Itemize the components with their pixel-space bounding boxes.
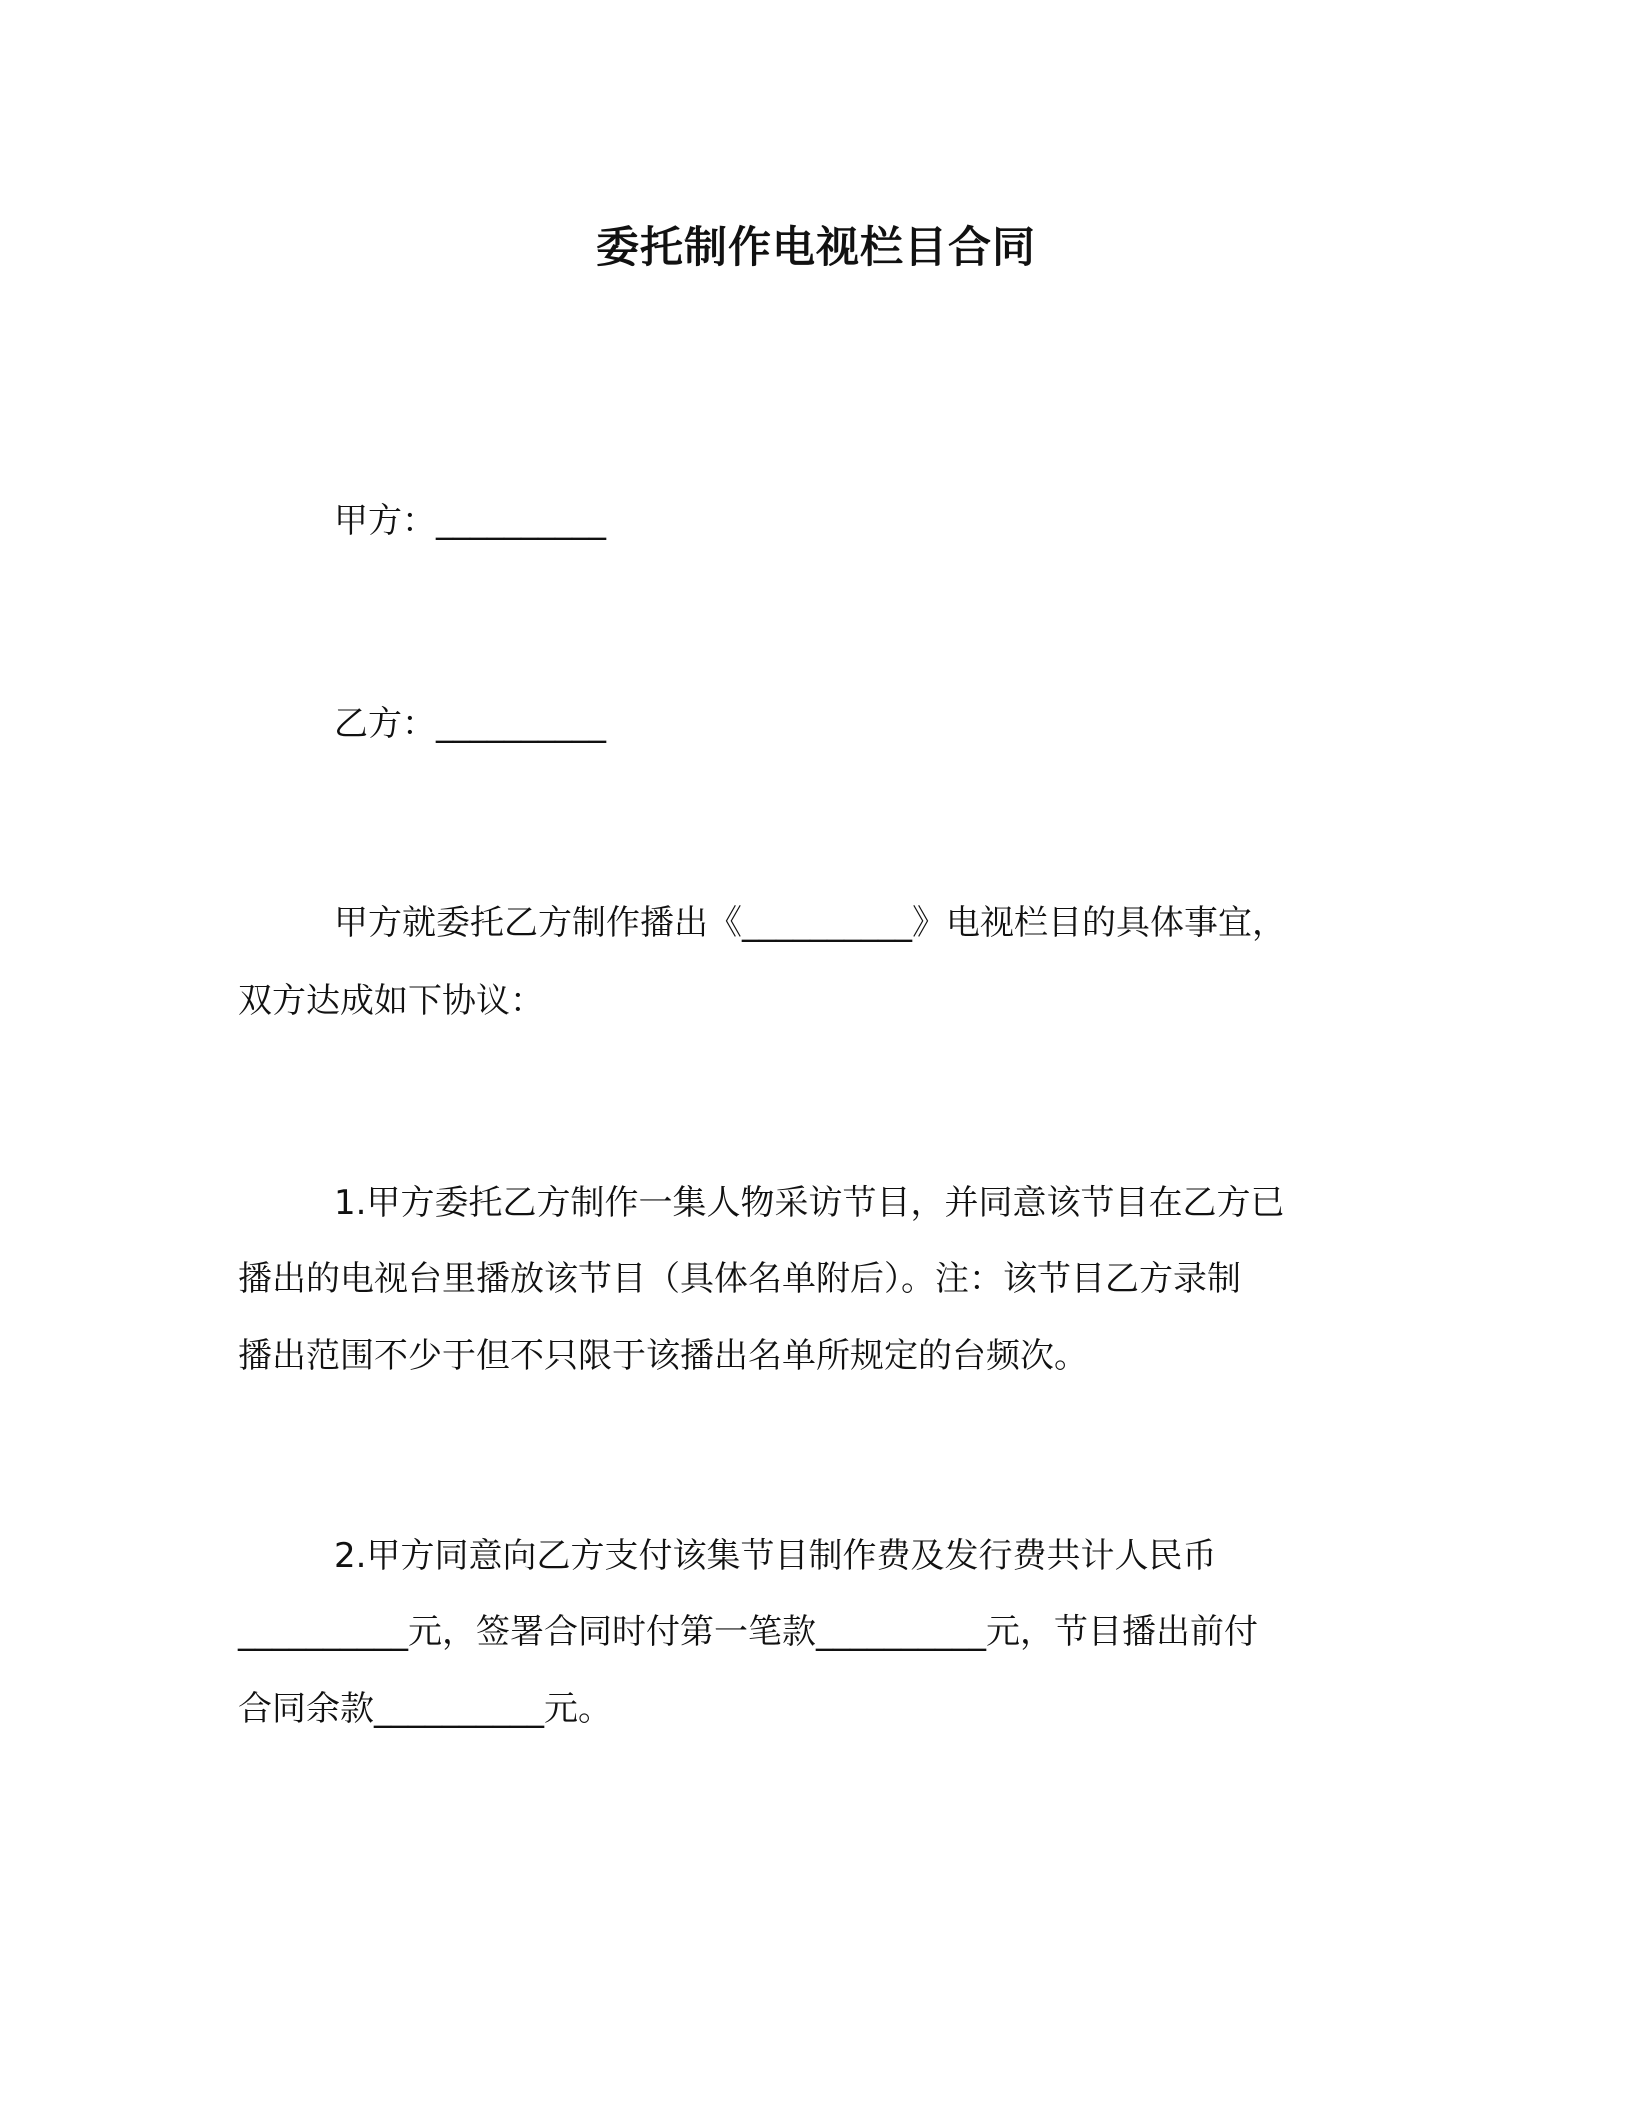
preamble-line-2: 双方达成如下协议： bbox=[238, 981, 544, 1021]
clause-2-line-2: __________元，签署合同时付第一笔款__________元，节目播出前付 bbox=[238, 1612, 1258, 1652]
party-b-line: 乙方：__________ bbox=[334, 704, 606, 744]
clause-1-line-1: 1.甲方委托乙方制作一集人物采访节目，并同意该节目在乙方已 bbox=[334, 1183, 1285, 1223]
document-title: 委托制作电视栏目合同 bbox=[596, 223, 1036, 273]
clause-1-line-2: 播出的电视台里播放该节目（具体名单附后）。注：该节目乙方录制 bbox=[238, 1259, 1241, 1299]
preamble-line-1: 甲方就委托乙方制作播出《__________》电视栏目的具体事宜， bbox=[334, 903, 1286, 943]
clause-1-line-3: 播出范围不少于但不只限于该播出名单所规定的台频次。 bbox=[238, 1336, 1088, 1376]
party-a-line: 甲方：__________ bbox=[334, 501, 606, 541]
clause-2-line-3: 合同余款__________元。 bbox=[238, 1689, 612, 1729]
clause-2-line-1: 2.甲方同意向乙方支付该集节目制作费及发行费共计人民币 bbox=[334, 1536, 1217, 1576]
